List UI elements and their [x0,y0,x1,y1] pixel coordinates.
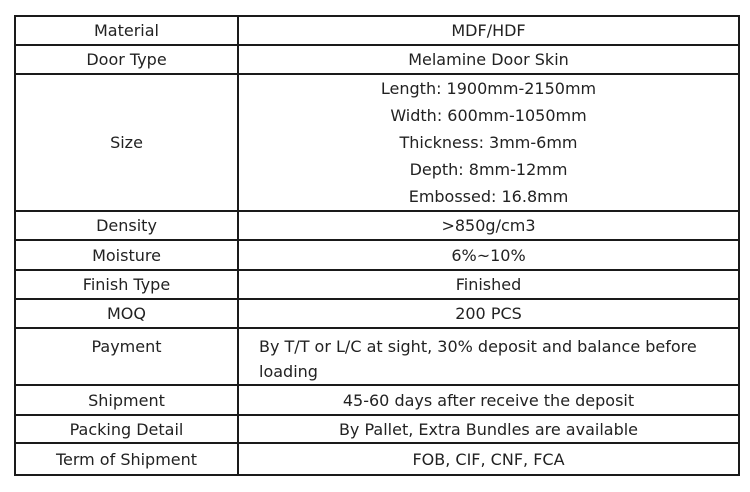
spec-value-moq: 200 PCS [238,299,739,328]
size-line-embossed: Embossed: 16.8mm [408,187,569,206]
spec-row-density [15,211,739,240]
spec-label-material: Material [15,16,238,45]
spec-row-moisture [15,240,739,270]
spec-value-door-type: Melamine Door Skin [238,45,739,74]
spec-label-packing-detail: Packing Detail [15,415,238,443]
spec-label-moisture: Moisture [15,240,238,270]
spec-value-size [238,74,739,211]
spec-value-material: MDF/HDF [238,16,739,45]
spec-label-size: Size [15,74,238,211]
spec-row-term-of-shipment [15,443,739,475]
spec-value-shipment: 45-60 days after receive the deposit [238,385,739,415]
product-spec-table [14,15,740,476]
spec-label-finish-type: Finish Type [15,270,238,299]
spec-label-door-type: Door Type [15,45,238,74]
spec-value-moisture: 6%~10% [238,240,739,270]
spec-value-finish-type: Finished [238,270,739,299]
spec-value-packing-detail: By Pallet, Extra Bundles are available [238,415,739,443]
spec-label-payment: Payment [15,328,238,385]
spec-row-shipment [15,385,739,415]
spec-value-payment: By T/T or L/C at sight, 30% deposit and balance before loading [238,328,739,385]
size-line-length: Length: 1900mm-2150mm [380,79,597,98]
size-line-depth: Depth: 8mm-12mm [409,160,568,179]
spec-label-density: Density [15,211,238,240]
spec-row-moq [15,299,739,328]
size-line-thickness: Thickness: 3mm-6mm [399,133,578,152]
spec-label-shipment: Shipment [15,385,238,415]
spec-row-packing-detail [15,415,739,443]
spec-label-moq: MOQ [15,299,238,328]
spec-row-finish-type [15,270,739,299]
size-line-width: Width: 600mm-1050mm [390,106,587,125]
spec-row-door-type [15,45,739,74]
spec-row-material [15,16,739,45]
spec-row-size [15,74,739,211]
size-dimension-list [239,75,738,210]
spec-label-term-of-shipment: Term of Shipment [15,443,238,475]
spec-row-payment [15,328,739,385]
spec-value-density: >850g/cm3 [238,211,739,240]
spec-value-term-of-shipment: FOB, CIF, CNF, FCA [238,443,739,475]
